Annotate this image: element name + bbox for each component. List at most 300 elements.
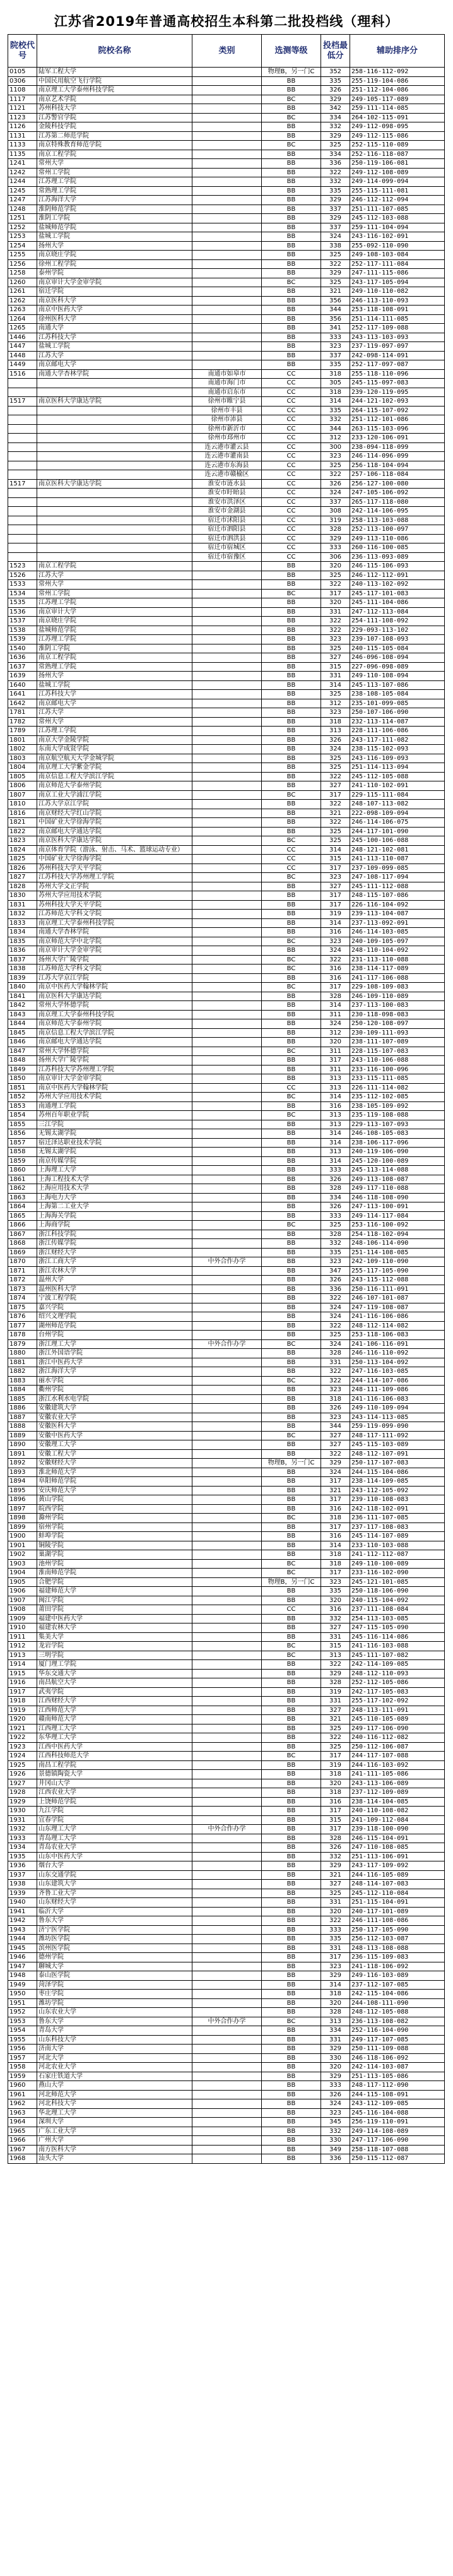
cell-rank: 246-115-104-091 [350,1834,445,1843]
cell-category [192,983,262,992]
cell-score: 317 [321,1477,350,1487]
cell-name: 上海海关学院 [37,1211,192,1221]
cell-score: 317 [321,983,350,992]
table-row [8,1276,445,1285]
cell-name: 安徽医科大学 [37,1422,192,1432]
cell-category [192,1596,262,1605]
cell-code: 1869 [8,1248,37,1257]
cell-name: 山东交通学院 [37,1870,192,1880]
cell-selection: BB [262,1687,321,1697]
cell-rank: 248-112-110-093 [350,1669,445,1678]
cell-code [8,552,37,562]
cell-score: 333 [321,1925,350,1935]
cell-category [192,1889,262,1898]
cell-code: 1538 [8,626,37,635]
table-row [8,864,445,873]
cell-score: 331 [321,1697,350,1706]
table-row [8,415,445,425]
cell-category: 连云港市灌南县 [192,452,262,461]
table-row [8,1843,445,1853]
cell-rank: 233-110-103-088 [350,1541,445,1550]
table-row [8,1697,445,1706]
cell-code: 1894 [8,1477,37,1487]
cell-category [192,104,262,114]
cell-category [192,1193,262,1202]
cell-category [192,186,262,196]
table-row [8,1925,445,1935]
table-row [8,1623,445,1633]
cell-score: 322 [321,1376,350,1386]
cell-selection: BB [262,1962,321,1971]
cell-name [37,406,192,415]
cell-score: 323 [321,2108,350,2118]
cell-selection: BB [262,1587,321,1596]
cell-selection: BB [262,1632,321,1642]
cell-code: 1801 [8,735,37,745]
cell-name: 广州大学 [37,2136,192,2146]
cell-rank: 249-117-106-090 [350,1724,445,1733]
cell-score: 323 [321,452,350,461]
cell-name: 齐鲁工业大学 [37,1889,192,1898]
cell-rank: 243-112-105-092 [350,1486,445,1495]
table-row [8,1504,445,1514]
cell-code: 1883 [8,1376,37,1386]
cell-name: 蚌埠学院 [37,1532,192,1541]
cell-code: 1962 [8,2099,37,2109]
cell-name: 浙江水利水电学院 [37,1394,192,1404]
cell-rank: 245-112-105-088 [350,772,445,781]
cell-code [8,452,37,461]
cell-rank: 250-120-108-097 [350,1019,445,1029]
cell-rank: 248-107-113-082 [350,800,445,809]
cell-selection: BC [262,95,321,104]
cell-rank: 241-117-106-088 [350,973,445,983]
cell-selection: BB [262,745,321,754]
cell-code: 1862 [8,1184,37,1194]
cell-name: 温州大学 [37,1276,192,1285]
cell-category: 连云港市赣榆区 [192,470,262,480]
cell-code: 1924 [8,1752,37,1761]
cell-name: 宿迁学院 [37,287,192,297]
table-row [8,1413,445,1422]
cell-rank: 245-112-103-088 [350,214,445,223]
cell-name: 滨州医学院 [37,1944,192,1953]
table-row [8,1221,445,1230]
cell-selection: BB [262,314,321,324]
cell-selection: BB [262,86,321,95]
cell-score: 314 [321,845,350,855]
cell-category [192,251,262,260]
table-row [8,95,445,104]
table-row [8,1156,445,1166]
table-row [8,1010,445,1019]
table-row [8,607,445,617]
cell-score: 331 [321,672,350,681]
cell-selection: BB [262,626,321,635]
cell-name: 南通大学杏林学院 [37,369,192,379]
cell-name: 江苏理工学院 [37,635,192,644]
cell-name: 盐城师范学院 [37,223,192,232]
cell-category: 淮安市盱眙县 [192,489,262,498]
cell-code: 1933 [8,1834,37,1843]
cell-rank: 249-114-108-089 [350,2127,445,2136]
table-row [8,168,445,177]
cell-selection: BB [262,1440,321,1450]
cell-category [192,1916,262,1926]
cell-category [192,1614,262,1623]
cell-category [192,1431,262,1440]
cell-rank: 245-111-104-086 [350,598,445,608]
cell-name: 德州学院 [37,1953,192,1962]
cell-score: 321 [321,1486,350,1495]
cell-rank: 232-113-114-087 [350,717,445,727]
cell-category [192,864,262,873]
cell-rank: 240-116-112-082 [350,1733,445,1743]
cell-category [192,1404,262,1413]
cell-selection: CC [262,479,321,489]
cell-name: 山东建筑大学 [37,1880,192,1889]
table-row [8,809,445,818]
cell-category [192,836,262,846]
cell-selection: BB [262,1248,321,1257]
table-row [8,68,445,77]
table-row [8,900,445,910]
cell-score: 313 [321,1083,350,1093]
cell-selection: BB [262,1852,321,1861]
cell-selection: BB [262,1807,321,1816]
table-row [8,470,445,480]
cell-selection: BB [262,342,321,352]
cell-selection: BB [262,360,321,370]
table-row [8,1486,445,1495]
cell-code: 1960 [8,2081,37,2091]
cell-rank: 247-115-105-090 [350,1623,445,1633]
cell-score: 329 [321,95,350,104]
cell-rank: 264-115-107-092 [350,406,445,415]
table-row [8,937,445,946]
cell-code: 1826 [8,864,37,873]
cell-score: 324 [321,946,350,956]
cell-name: 苏州百年职业学院 [37,1111,192,1120]
cell-selection: BB [262,607,321,617]
cell-name: 山东中医药大学 [37,1852,192,1861]
cell-name: 江西理工大学 [37,1724,192,1733]
cell-score: 325 [321,278,350,287]
cell-rank: 241-118-106-092 [350,1962,445,1971]
cell-selection: CC [262,452,321,461]
cell-selection: BB [262,2072,321,2081]
cell-rank: 250-119-106-081 [350,159,445,169]
cell-code: 1952 [8,2008,37,2017]
cell-name: 中国民用航空飞行学院 [37,76,192,86]
cell-name: 江苏理工学院 [37,598,192,608]
cell-score: 328 [321,1834,350,1843]
cell-category [192,1971,262,1981]
cell-code: 1876 [8,1312,37,1322]
cell-code: 1253 [8,232,37,242]
cell-rank: 246-115-106-093 [350,562,445,571]
cell-rank: 235-119-108-088 [350,1111,445,1120]
cell-rank: 243-113-103-093 [350,333,445,342]
cell-name: 江苏师范大学科文学院 [37,910,192,919]
cell-rank: 251-114-111-085 [350,314,445,324]
cell-code: 1899 [8,1522,37,1532]
cell-selection: CC [262,497,321,507]
cell-category [192,1632,262,1642]
cell-code [8,534,37,543]
cell-rank: 240-113-102-092 [350,580,445,590]
table-row [8,1331,445,1340]
cell-code: 1821 [8,818,37,828]
cell-selection: BB [262,1715,321,1724]
cell-score: 330 [321,2136,350,2146]
cell-selection: BB [262,928,321,937]
table-row [8,1522,445,1532]
cell-category [192,1522,262,1532]
cell-selection: BB [262,1166,321,1175]
cell-rank: 244-108-111-090 [350,1998,445,2008]
cell-score: 356 [321,314,350,324]
cell-category [192,827,262,836]
cell-score: 320 [321,1907,350,1916]
table-row [8,1477,445,1487]
cell-selection: CC [262,489,321,498]
cell-code: 1540 [8,644,37,653]
cell-rank: 243-116-102-091 [350,232,445,242]
cell-category: 徐州市丰县 [192,406,262,415]
cell-rank: 258-118-107-088 [350,2145,445,2154]
cell-code: 1868 [8,1239,37,1249]
cell-rank: 246-109-110-089 [350,992,445,1001]
cell-rank: 229-115-111-084 [350,790,445,800]
cell-selection: BB [262,1724,321,1733]
cell-selection: CC [262,461,321,470]
cell-score: 317 [321,1752,350,1761]
cell-rank: 251-112-101-086 [350,415,445,425]
cell-rank: 245-113-107-086 [350,680,445,690]
cell-code: 1847 [8,1047,37,1056]
cell-selection: BB [262,1532,321,1541]
cell-code: 1887 [8,1413,37,1422]
cell-selection: BB [262,1120,321,1129]
cell-name: 青岛农业大学 [37,1843,192,1853]
cell-category [192,1019,262,1029]
cell-category [192,1038,262,1047]
table-row [8,1101,445,1111]
cell-score: 317 [321,790,350,800]
cell-category: 宿迁市宿城区 [192,543,262,553]
cell-category: 中外合作办学 [192,1825,262,1834]
cell-rank: 233-120-106-091 [350,434,445,443]
cell-category [192,1202,262,1212]
cell-category [192,1477,262,1487]
cell-rank: 244-121-102-093 [350,397,445,407]
cell-rank: 256-118-104-094 [350,461,445,470]
cell-score: 332 [321,177,350,187]
cell-rank: 238-108-105-084 [350,690,445,699]
cell-rank: 246-107-101-087 [350,1294,445,1303]
table-row [8,1175,445,1184]
cell-category [192,1101,262,1111]
cell-selection: BC [262,790,321,800]
table-row [8,369,445,379]
table-row [8,1148,445,1157]
cell-rank: 245-110-105-089 [350,1715,445,1724]
cell-selection: BB [262,1386,321,1395]
table-row [8,2136,445,2146]
table-row [8,800,445,809]
cell-rank: 246-113-110-093 [350,296,445,306]
cell-name: 江西科技师范大学 [37,1752,192,1761]
cell-rank: 249-117-107-085 [350,2035,445,2045]
table-row [8,589,445,598]
cell-code: 1954 [8,2026,37,2036]
cell-score: 356 [321,296,350,306]
cell-selection: BB [262,2108,321,2118]
cell-score: 335 [321,1587,350,1596]
cell-name: 潍坊医学院 [37,1935,192,1944]
table-row [8,827,445,836]
cell-score: 323 [321,708,350,718]
cell-score: 325 [321,251,350,260]
cell-rank: 249-112-108-089 [350,168,445,177]
cell-selection: BB [262,1193,321,1202]
cell-score: 329 [321,1459,350,1468]
cell-category [192,1440,262,1450]
cell-score: 331 [321,1358,350,1367]
cell-selection: BB [262,1239,321,1249]
cell-score: 315 [321,662,350,672]
cell-name: 南京工业大学浦江学院 [37,790,192,800]
table-row [8,534,445,543]
cell-code: 1966 [8,2136,37,2146]
cell-name: 江苏科技大学苏州理工学院 [37,873,192,882]
table-row [8,983,445,992]
table-header-row [8,35,445,68]
cell-name [37,424,192,434]
cell-selection: BB [262,1614,321,1623]
cell-code: 1517 [8,479,37,489]
cell-selection: BB [262,1678,321,1688]
cell-selection: BB [262,1211,321,1221]
cell-selection: 物理B，另一门C [262,68,321,77]
cell-score: 314 [321,1138,350,1148]
table-row [8,205,445,214]
cell-name: 合肥学院 [37,1577,192,1587]
cell-category [192,2145,262,2154]
cell-category [192,196,262,205]
cell-category [192,1221,262,1230]
cell-name: 南京审计大学 [37,607,192,617]
cell-code: 1637 [8,662,37,672]
cell-rank: 230-118-098-083 [350,1010,445,1019]
cell-rank: 250-112-106-087 [350,1742,445,1752]
cell-category [192,1861,262,1871]
cell-rank: 243-117-105-094 [350,278,445,287]
cell-code: 1953 [8,2017,37,2026]
cell-score: 306 [321,552,350,562]
cell-name: 南京信息工程大学滨江学院 [37,772,192,781]
cell-code: 1967 [8,2145,37,2154]
cell-name: 南昌工程学院 [37,1760,192,1770]
cell-rank: 249-114-117-084 [350,1211,445,1221]
cell-category [192,342,262,352]
cell-rank: 240-119-106-090 [350,1148,445,1157]
cell-category [192,241,262,251]
cell-name: 安徽工程大学 [37,1449,192,1459]
cell-rank: 252-117-109-088 [350,324,445,333]
cell-name: 湖州师范学院 [37,1321,192,1331]
cell-score: 325 [321,1724,350,1733]
cell-code: 1934 [8,1843,37,1853]
cell-rank: 245-115-097-083 [350,379,445,388]
cell-score: 325 [321,141,350,150]
table-row [8,516,445,525]
table-row [8,1394,445,1404]
cell-category: 徐州市沛县 [192,415,262,425]
table-row [8,781,445,791]
cell-name: 烟台大学 [37,1861,192,1871]
cell-rank: 248-113-108-088 [350,1944,445,1953]
table-row [8,122,445,132]
cell-name: 闽江学院 [37,1596,192,1605]
cell-selection: BB [262,1825,321,1834]
cell-rank: 241-116-103-088 [350,1642,445,1651]
cell-selection: BB [262,2045,321,2054]
cell-name: 临沂大学 [37,1907,192,1916]
cell-selection: BB [262,653,321,663]
table-row [8,955,445,965]
table-row [8,333,445,342]
cell-name [37,434,192,443]
cell-code: 1920 [8,1715,37,1724]
cell-name: 扬州大学广陵学院 [37,955,192,965]
table-row [8,1211,445,1221]
cell-selection: BB [262,1889,321,1898]
table-row [8,873,445,882]
cell-score: 333 [321,543,350,553]
cell-score: 314 [321,1129,350,1139]
cell-name: 安徽中医药大学 [37,1431,192,1440]
cell-code: 1849 [8,1065,37,1074]
cell-rank: 254-118-102-094 [350,1230,445,1239]
table-row [8,1715,445,1724]
cell-category [192,1779,262,1788]
cell-score: 329 [321,1669,350,1678]
cell-rank: 226-116-104-092 [350,900,445,910]
table-row [8,1587,445,1596]
cell-name: 三明学院 [37,1651,192,1660]
cell-rank: 241-111-105-086 [350,1770,445,1779]
cell-name: 南京财经大学红山学院 [37,809,192,818]
cell-rank: 238-094-118-099 [350,442,445,452]
cell-code: 1828 [8,882,37,891]
cell-rank: 244-114-107-086 [350,1376,445,1386]
cell-category [192,1907,262,1916]
cell-category [192,177,262,187]
cell-code: 1838 [8,965,37,974]
cell-name: 池州学院 [37,1559,192,1569]
cell-name: 台州学院 [37,1331,192,1340]
cell-rank: 239-118-100-090 [350,1825,445,1834]
cell-category [192,1184,262,1194]
cell-selection: BB [262,1257,321,1267]
cell-code [8,516,37,525]
cell-category [192,1925,262,1935]
cell-category [192,1550,262,1560]
cell-name: 盐城师范学院 [37,626,192,635]
cell-selection: BB [262,1156,321,1166]
